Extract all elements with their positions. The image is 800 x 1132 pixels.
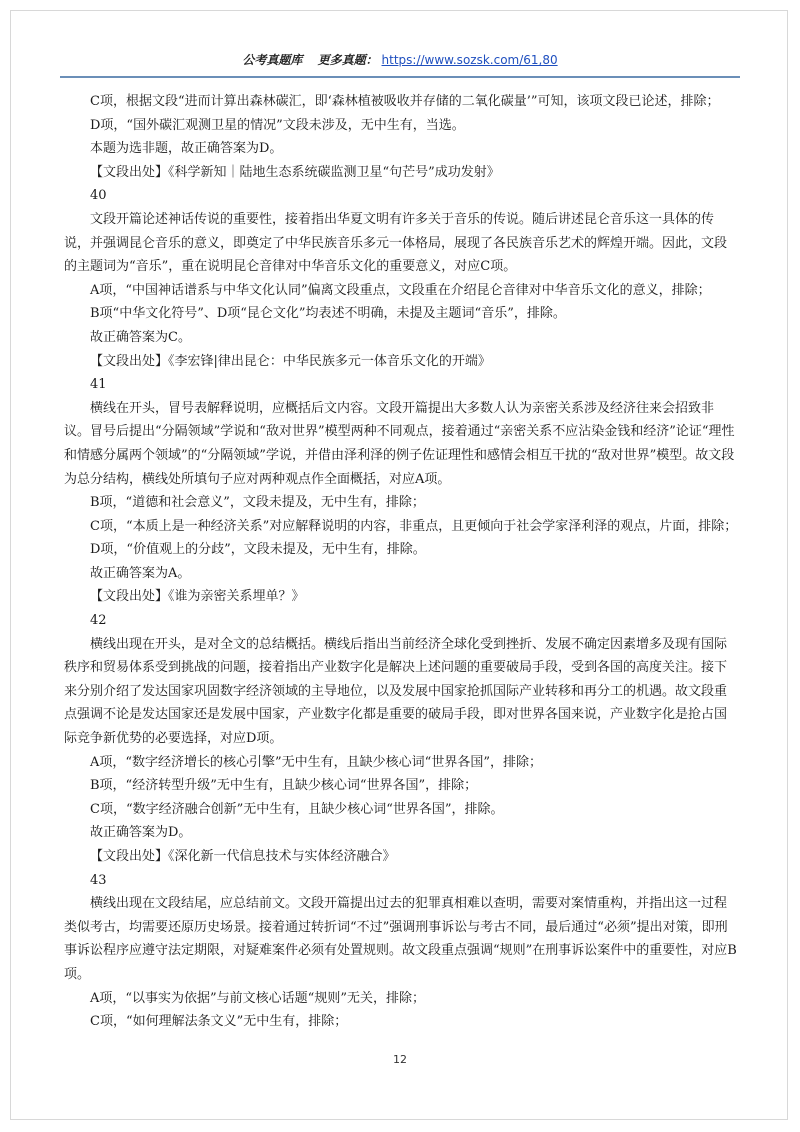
- paragraph: A项，“数字经济增长的核心引擎”无中生有，且缺少核心词“世界各国”，排除；: [90, 754, 542, 770]
- paragraph: C项，“如何理解法条文义”无中生有，排除；: [90, 1014, 348, 1030]
- paragraph: D项，“国外碳汇观测卫星的情况”文段未涉及，无中生有，当选。: [90, 117, 465, 133]
- question-number: 43: [90, 872, 107, 888]
- paragraph: 本题为选非题，故正确答案为D。: [90, 141, 283, 157]
- paragraph: 【文段出处】《科学新知｜陆地生态系统碳监测卫星“句芒号”成功发射》: [90, 164, 500, 180]
- paragraph: 横线出现在文段结尾，应总结前文。文段开篇提出过去的犯罪真相难以查明，需要对案情重构，并指出这一过程类似考古，均需要还原历史场景。接着通过转折词“不过”强调刑事诉讼与考古不同，最后通过“必须”提出对策，即刑事诉讼程序应遵守法定期限，对疑难案件必须有处置规则。故文段重点强调“规则”在刑事诉讼案件中的重要性，对应B项。: [64, 896, 737, 982]
- paragraph: 横线在开头，冒号表解释说明，应概括后文内容。文段开篇提出大多数人认为亲密关系涉及经济往来会招致非议。冒号后提出“分隔领域”学说和“敌对世界”模型两种不同观点，接着通过“亲密关系不应沾染金钱和经济”论证“理性和情感分属两个领域”的“分隔领域”学说，并借由泽利泽的例子佐证理性和感情会相互干扰的“敌对世界”模型。故文段为总分结构，横线处所填句子应对两种观点作全面概括，对应A项。: [64, 400, 735, 487]
- header-link[interactable]: https://www.sozsk.com/61,80: [381, 53, 558, 67]
- paragraph: 故正确答案为D。: [90, 825, 192, 841]
- paragraph: 横线出现在开头，是对全文的总结概括。横线后指出当前经济全球化受到挫折、发展不确定因素增多及现有国际秩序和贸易体系受到挑战的问题，接着指出产业数字化是解决上述问题的重要破局手段，受到各国的高度关注。接下来分别介绍了发达国家巩固数字经济领域的主导地位，以及发展中国家抢抓国际产业转移和再分工的机遇。故文段重点强调不论是发达国家还是发展中国家，产业数字化都是重要的破局手段，即对世界各国来说，产业数字化是抢占国际竞争新优势的必要选择，对应D项。: [64, 636, 728, 747]
- paragraph: 【文段出处】《深化新一代信息技术与实体经济融合》: [90, 849, 396, 864]
- header-more-label: 更多真题：: [317, 53, 378, 67]
- question-number: 41: [90, 377, 107, 393]
- paragraph: 【文段出处】《李宏锋|律出昆仑：中华民族多元一体音乐文化的开端》: [90, 353, 491, 369]
- paragraph: D项，“价值观上的分歧”，文段未提及，无中生有，排除。: [90, 542, 426, 558]
- paragraph: 【文段出处】《谁为亲密关系埋单？》: [90, 589, 305, 605]
- header-brand: 公考真题库: [242, 53, 303, 67]
- paragraph: C项，“数字经济融合创新”无中生有，且缺少核心词“世界各国”，排除。: [90, 801, 504, 817]
- paragraph: B项，“经济转型升级”无中生有，且缺少核心词“世界各国”，排除；: [90, 778, 478, 794]
- paragraph: 文段开篇论述神话传说的重要性，接着指出华夏文明有许多关于音乐的传说。随后讲述昆仑音乐这一具体的传说，并强调昆仑音乐的意义，即奠定了中华民族音乐多元一体格局，展现了各民族音乐艺术的辉煌开端。因此，文段的主题词为“音乐”，重在说明昆仑音律对中华音乐文化的重要意义，对应C项。: [64, 211, 728, 275]
- paragraph: 故正确答案为C。: [90, 329, 191, 345]
- paragraph: A项，“中国神话谱系与中华文化认同”偏离文段重点，文段重在介绍昆仑音律对中华音乐文化的意义，排除；: [90, 282, 711, 298]
- document-body: [64, 90, 738, 1034]
- paragraph: B项，“道德和社会意义”，文段未提及，无中生有，排除；: [90, 495, 425, 511]
- question-number: 42: [90, 613, 107, 629]
- paragraph: C项，“本质上是一种经济关系”对应解释说明的内容，非重点，且更倾向于社会学家泽利泽的观点，片面，排除；: [90, 518, 738, 534]
- page-number: 12: [393, 1053, 407, 1066]
- paragraph: 故正确答案为A。: [90, 565, 191, 581]
- paragraph: A项，“以事实为依据”与前文核心话题“规则”无关，排除；: [90, 990, 425, 1006]
- paragraph: B项“中华文化符号”、D项“昆仑文化”均表述不明确，未提及主题词“音乐”，排除。: [90, 306, 566, 322]
- question-number: 40: [90, 188, 107, 204]
- paragraph: C项，根据文段“进而计算出森林碳汇，即‘森林植被吸收并存储的二氧化碳量’”可知，该项文段已论述，排除；: [90, 94, 720, 109]
- page-header: [60, 52, 740, 78]
